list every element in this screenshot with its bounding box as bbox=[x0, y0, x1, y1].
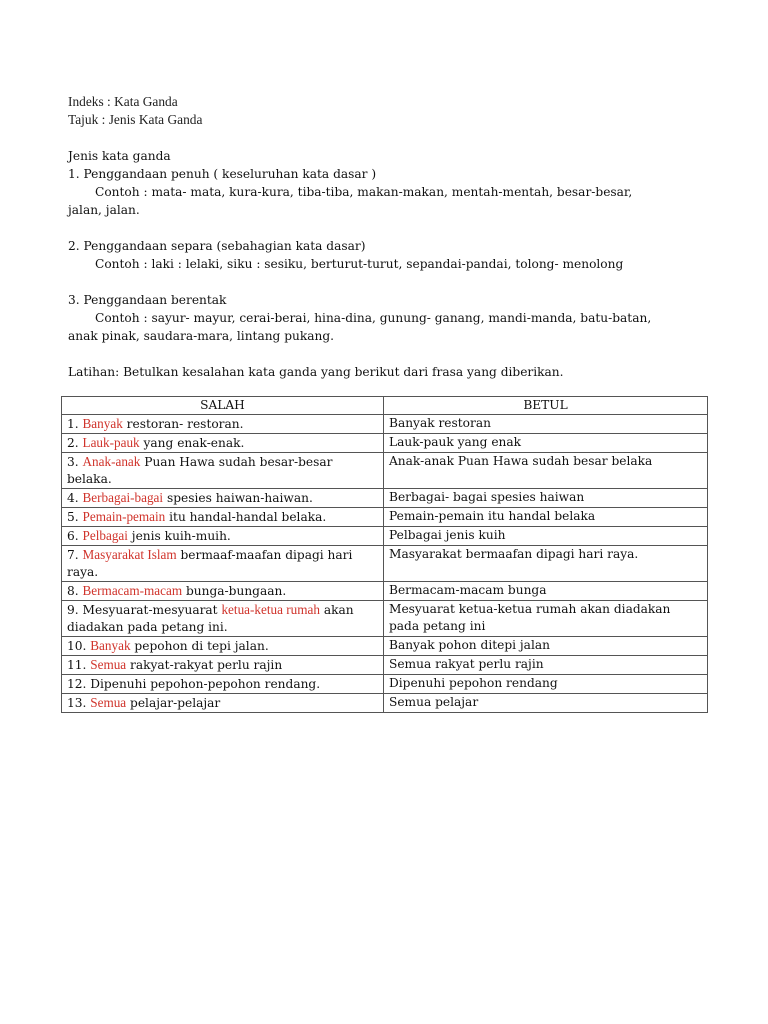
table-row bbox=[62, 453, 708, 489]
item3-example: Contoh : sayur- mayur, cerai-berai, hina-dina, gunung- ganang, mandi-manda, batu-batan, bbox=[95, 311, 652, 325]
table-row bbox=[62, 415, 708, 434]
salah-cell bbox=[62, 527, 384, 546]
salah-number-text: 6. bbox=[67, 529, 83, 543]
salah-number-text: 1. bbox=[67, 417, 83, 431]
salah-highlight-text: Lauk-pauk bbox=[82, 435, 140, 450]
salah-rest-text: rakyat-rakyat perlu rajin bbox=[126, 658, 283, 672]
salah-number-text: 13. bbox=[67, 696, 91, 710]
salah-rest-text: jenis kuih-muih. bbox=[127, 529, 231, 543]
table-row bbox=[62, 582, 708, 601]
table-row bbox=[62, 601, 708, 637]
salah-highlight-text: Bermacam-macam bbox=[82, 583, 183, 598]
item2-example: Contoh : laki : lelaki, siku : sesiku, berturut-turut, sepandai-pandai, tolong- menolong bbox=[95, 257, 624, 271]
betul-cell: Masyarakat bermaafan dipagi hari raya. bbox=[383, 546, 707, 582]
salah-highlight-text: Berbagai-bagai bbox=[82, 490, 164, 505]
betul-cell: Bermacam-macam bunga bbox=[383, 582, 707, 601]
salah-highlight-text: Semua bbox=[90, 695, 127, 710]
title-line: Tajuk : Jenis Kata Ganda bbox=[68, 112, 203, 127]
salah-rest-text: pelajar-pelajar bbox=[126, 696, 221, 710]
salah-number-text: 11. bbox=[67, 658, 91, 672]
salah-rest-text: bermaaf-maafan dipagi hari raya. bbox=[67, 548, 353, 579]
salah-cell bbox=[62, 546, 384, 582]
salah-rest-text: pepohon di tepi jalan. bbox=[130, 639, 269, 653]
salah-highlight-text: Masyarakat Islam bbox=[82, 547, 177, 562]
exercise-instruction: Latihan: Betulkan kesalahan kata ganda yang berikut dari frasa yang diberikan. bbox=[68, 365, 564, 379]
salah-cell bbox=[62, 415, 384, 434]
table-row bbox=[62, 546, 708, 582]
betul-cell: Semua rakyat perlu rajin bbox=[383, 656, 707, 675]
salah-cell bbox=[62, 637, 384, 656]
salah-rest-text: yang enak-enak. bbox=[139, 436, 245, 450]
salah-cell bbox=[62, 675, 384, 694]
table-row bbox=[62, 694, 708, 713]
salah-number-text: 3. bbox=[67, 455, 83, 469]
salah-rest-text: restoran- restoran. bbox=[122, 417, 244, 431]
table-row bbox=[62, 675, 708, 694]
salah-cell bbox=[62, 489, 384, 508]
section-heading: Jenis kata ganda bbox=[68, 149, 171, 163]
betul-cell: Anak-anak Puan Hawa sudah besar belaka bbox=[383, 453, 707, 489]
document-page bbox=[68, 93, 708, 381]
betul-cell: Pemain-pemain itu handal belaka bbox=[383, 508, 707, 527]
salah-highlight-text: Semua bbox=[90, 657, 127, 672]
betul-cell: Berbagai- bagai spesies haiwan bbox=[383, 489, 707, 508]
salah-highlight-text: Pelbagai bbox=[82, 528, 128, 543]
salah-rest-text: akan diadakan pada petang ini. bbox=[67, 603, 354, 634]
salah-cell bbox=[62, 582, 384, 601]
salah-highlight-text: Anak-anak bbox=[82, 454, 141, 469]
table-row bbox=[62, 637, 708, 656]
salah-number-text: 5. bbox=[67, 510, 83, 524]
salah-number-text: 9. Mesyuarat-mesyuarat bbox=[67, 603, 222, 617]
item2-title: 2. Penggandaan separa (sebahagian kata dasar) bbox=[68, 239, 366, 253]
betul-cell: Lauk-pauk yang enak bbox=[383, 434, 707, 453]
betul-cell: Semua pelajar bbox=[383, 694, 707, 713]
salah-rest-text: spesies haiwan-haiwan. bbox=[163, 491, 313, 505]
item1-example-continued: jalan, jalan. bbox=[68, 203, 140, 217]
table-row bbox=[62, 508, 708, 527]
table-row bbox=[62, 434, 708, 453]
salah-number-text: 4. bbox=[67, 491, 83, 505]
table-header-row bbox=[62, 397, 708, 415]
salah-cell bbox=[62, 453, 384, 489]
salah-number-text: 2. bbox=[67, 436, 83, 450]
item3-example-continued: anak pinak, saudara-mara, lintang pukang. bbox=[68, 329, 335, 343]
betul-cell: Pelbagai jenis kuih bbox=[383, 527, 707, 546]
item3-title: 3. Penggandaan berentak bbox=[68, 293, 227, 307]
item1-title: 1. Penggandaan penuh ( keseluruhan kata dasar ) bbox=[68, 167, 377, 181]
salah-highlight-text: Pemain-pemain bbox=[82, 509, 166, 524]
salah-rest-text: itu handal-handal belaka. bbox=[165, 510, 327, 524]
salah-number-text: 12. Dipenuhi pepohon-pepohon rendang. bbox=[67, 677, 321, 691]
salah-number-text: 8. bbox=[67, 584, 83, 598]
table-row bbox=[62, 656, 708, 675]
salah-cell bbox=[62, 694, 384, 713]
header-salah: SALAH bbox=[62, 397, 384, 415]
table-row bbox=[62, 489, 708, 508]
salah-highlight-text: Banyak bbox=[82, 416, 123, 431]
salah-cell bbox=[62, 434, 384, 453]
betul-cell: Banyak restoran bbox=[383, 415, 707, 434]
salah-highlight-text: Banyak bbox=[90, 638, 131, 653]
salah-number-text: 7. bbox=[67, 548, 83, 562]
table-row bbox=[62, 527, 708, 546]
salah-cell bbox=[62, 508, 384, 527]
salah-cell bbox=[62, 656, 384, 675]
index-line: Indeks : Kata Ganda bbox=[68, 94, 178, 109]
exercise-table bbox=[61, 396, 708, 713]
betul-cell: Dipenuhi pepohon rendang bbox=[383, 675, 707, 694]
betul-cell: Banyak pohon ditepi jalan bbox=[383, 637, 707, 656]
salah-rest-text: bunga-bungaan. bbox=[182, 584, 287, 598]
header-betul: BETUL bbox=[383, 397, 707, 415]
salah-highlight-text: ketua-ketua rumah bbox=[221, 602, 320, 617]
salah-number-text: 10. bbox=[67, 639, 91, 653]
betul-cell: Mesyuarat ketua-ketua rumah akan diadakan pada petang ini bbox=[383, 601, 707, 637]
salah-cell bbox=[62, 601, 384, 637]
salah-rest-text: Puan Hawa sudah besar-besar belaka. bbox=[67, 455, 333, 486]
item1-example: Contoh : mata- mata, kura-kura, tiba-tiba, makan-makan, mentah-mentah, besar-besar, bbox=[95, 185, 633, 199]
